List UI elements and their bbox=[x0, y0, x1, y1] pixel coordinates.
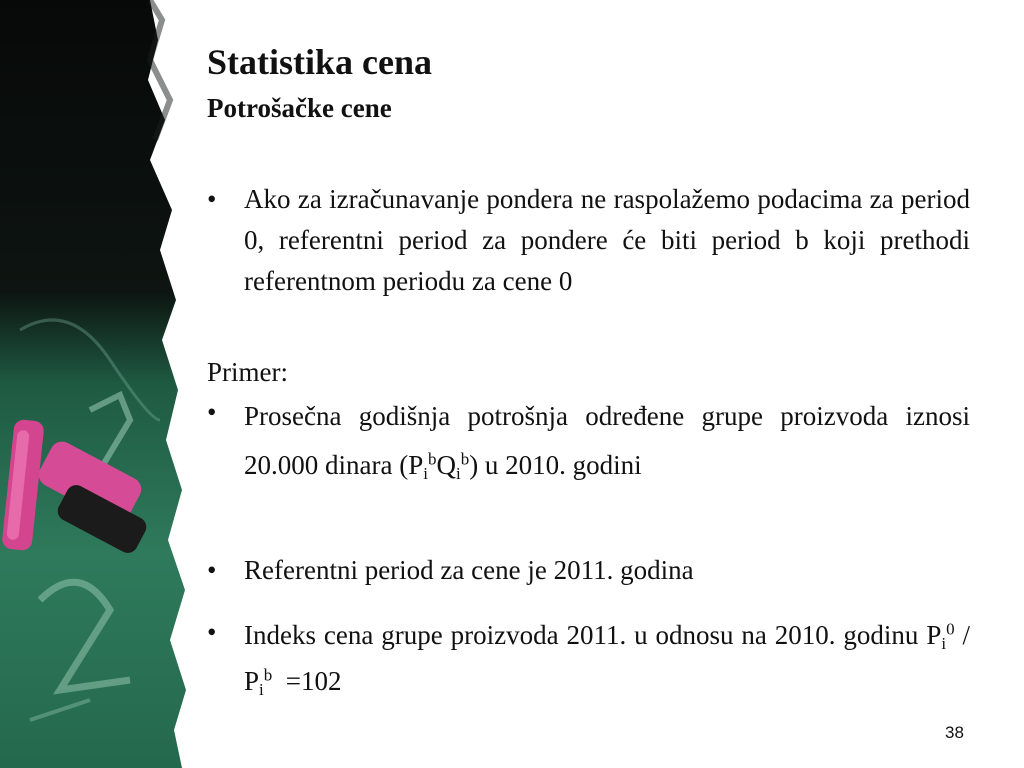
bullet-item-potrosnja bbox=[207, 392, 970, 490]
bullet-dot: • bbox=[207, 397, 217, 427]
bullet-item-ponderi bbox=[207, 179, 970, 302]
bullet-text: Prosečna godišnja potrošnja određene grupe proizvoda iznosi 20.000 dinara $(P_i^bQ_i^b)$ u 2010. godini bbox=[244, 401, 970, 484]
chalkboard-decoration bbox=[0, 0, 190, 768]
slide-subtitle: Potrošačke cene bbox=[207, 93, 392, 123]
slide-title: Statistika cena bbox=[207, 42, 432, 82]
chalkboard-image bbox=[0, 0, 190, 768]
example-label: Primer: bbox=[207, 357, 288, 387]
bullet-text: Referentni period za cene je 2011. godina bbox=[244, 555, 694, 585]
bullet-dot: • bbox=[207, 555, 217, 585]
page-number: 38 bbox=[945, 723, 964, 742]
bullet-item-indeks-cena bbox=[207, 612, 970, 704]
bullet-text: Ako za izračunavanje pondera ne raspolažemo podacima za period 0, referentni period za pondere će biti period b koji prethodi referentnom periodu za cene 0 bbox=[244, 184, 970, 296]
bullet-dot: • bbox=[207, 184, 217, 214]
bullet-item-referentni-period bbox=[207, 550, 970, 591]
bullet-text: Indeks cena grupe proizvoda 2011. u odnosu na 2010. godinu $P_i^0 / P_i^b =102$ bbox=[244, 619, 970, 700]
bullet-dot: • bbox=[207, 617, 217, 647]
